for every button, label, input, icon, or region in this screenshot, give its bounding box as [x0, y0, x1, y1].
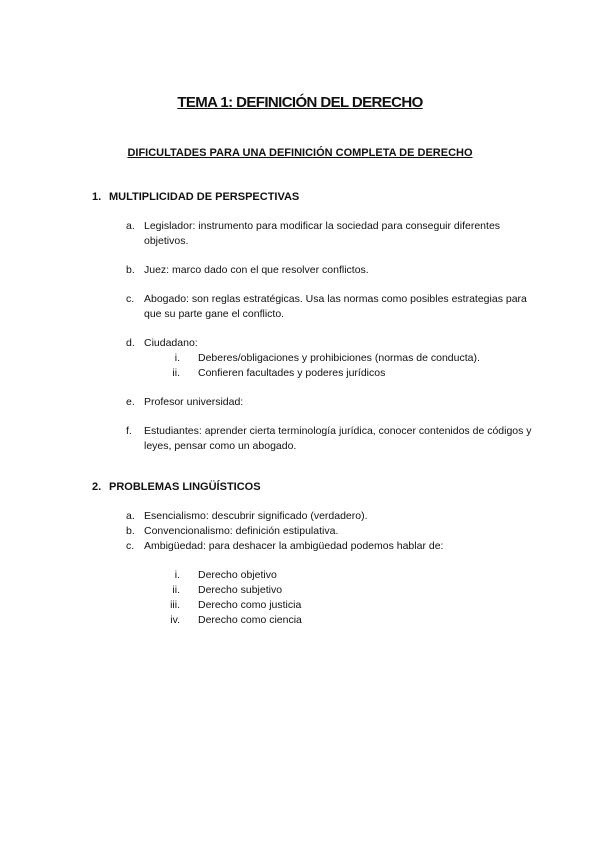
sub-list-text: Deberes/obligaciones y prohibiciones (normas de conducta). — [198, 352, 480, 364]
sub-list-text: Derecho como justicia — [198, 599, 302, 611]
list-item — [126, 263, 536, 278]
list-text: Juez: marco dado con el que resolver conflictos. — [144, 264, 369, 276]
list-item — [126, 336, 536, 351]
section-1-heading — [92, 191, 299, 203]
list-item — [126, 539, 536, 554]
list-text: Ambigüedad: para deshacer la ambigüedad podemos hablar de: — [144, 540, 444, 552]
list-item — [126, 219, 536, 249]
sub-list-item — [150, 613, 530, 628]
list-item — [126, 509, 536, 524]
section-heading-text: PROBLEMAS LINGÜÍSTICOS — [109, 481, 261, 493]
sub-list-item — [150, 366, 530, 381]
list-marker: a. — [126, 220, 135, 232]
sub-list-text: Derecho subjetivo — [198, 584, 283, 596]
list-item — [126, 424, 536, 454]
sub-list-item — [150, 351, 530, 366]
list-text: Legislador: instrumento para modificar la sociedad para conseguir diferentes objetivos. — [144, 220, 501, 247]
list-marker: c. — [126, 293, 135, 305]
list-marker: e. — [126, 396, 135, 408]
sub-list-item — [150, 598, 530, 613]
section-number: 1. — [92, 191, 102, 203]
sub-list-marker: iii. — [170, 599, 180, 611]
section-2-heading — [92, 481, 261, 493]
list-text: Ciudadano: — [144, 337, 198, 349]
section-number: 2. — [92, 481, 102, 493]
list-item — [126, 292, 536, 322]
list-text: Esencialismo: descubrir significado (verdadero). — [144, 510, 368, 522]
list-marker: b. — [126, 264, 135, 276]
page-title: TEMA 1: DEFINICIÓN DEL DERECHO — [177, 94, 423, 111]
sub-list-item — [150, 583, 530, 598]
sub-list-text: Confieren facultades y poderes jurídicos — [198, 367, 386, 379]
sub-list-marker: ii. — [172, 367, 180, 379]
sub-list-text: Derecho objetivo — [198, 569, 277, 581]
sub-list-marker: i. — [174, 569, 180, 581]
sub-list-text: Derecho como ciencia — [198, 614, 302, 626]
list-text: Convencionalismo: definición estipulativa. — [144, 525, 339, 537]
list-item — [126, 395, 536, 410]
section-heading-text: MULTIPLICIDAD DE PERSPECTIVAS — [109, 191, 300, 203]
list-text: Estudiantes: aprender cierta terminología jurídica, conocer contenidos de códigos y leyes, pensar como un abogado. — [144, 425, 532, 452]
list-item — [126, 524, 536, 539]
list-marker: f. — [126, 425, 132, 437]
list-marker: b. — [126, 525, 135, 537]
list-text: Profesor universidad: — [144, 396, 244, 408]
list-text: Abogado: son reglas estratégicas. Usa las normas como posibles estrategias para que su parte gane el conflicto. — [144, 293, 527, 320]
list-marker: c. — [126, 540, 135, 552]
sub-list-item — [150, 568, 530, 583]
page-subtitle: DIFICULTADES PARA UNA DEFINICIÓN COMPLETA DE DERECHO — [127, 147, 473, 159]
list-marker: a. — [126, 510, 135, 522]
sub-list-marker: ii. — [172, 584, 180, 596]
sub-list-marker: iv. — [170, 614, 180, 626]
list-marker: d. — [126, 337, 135, 349]
sub-list-marker: i. — [174, 352, 180, 364]
